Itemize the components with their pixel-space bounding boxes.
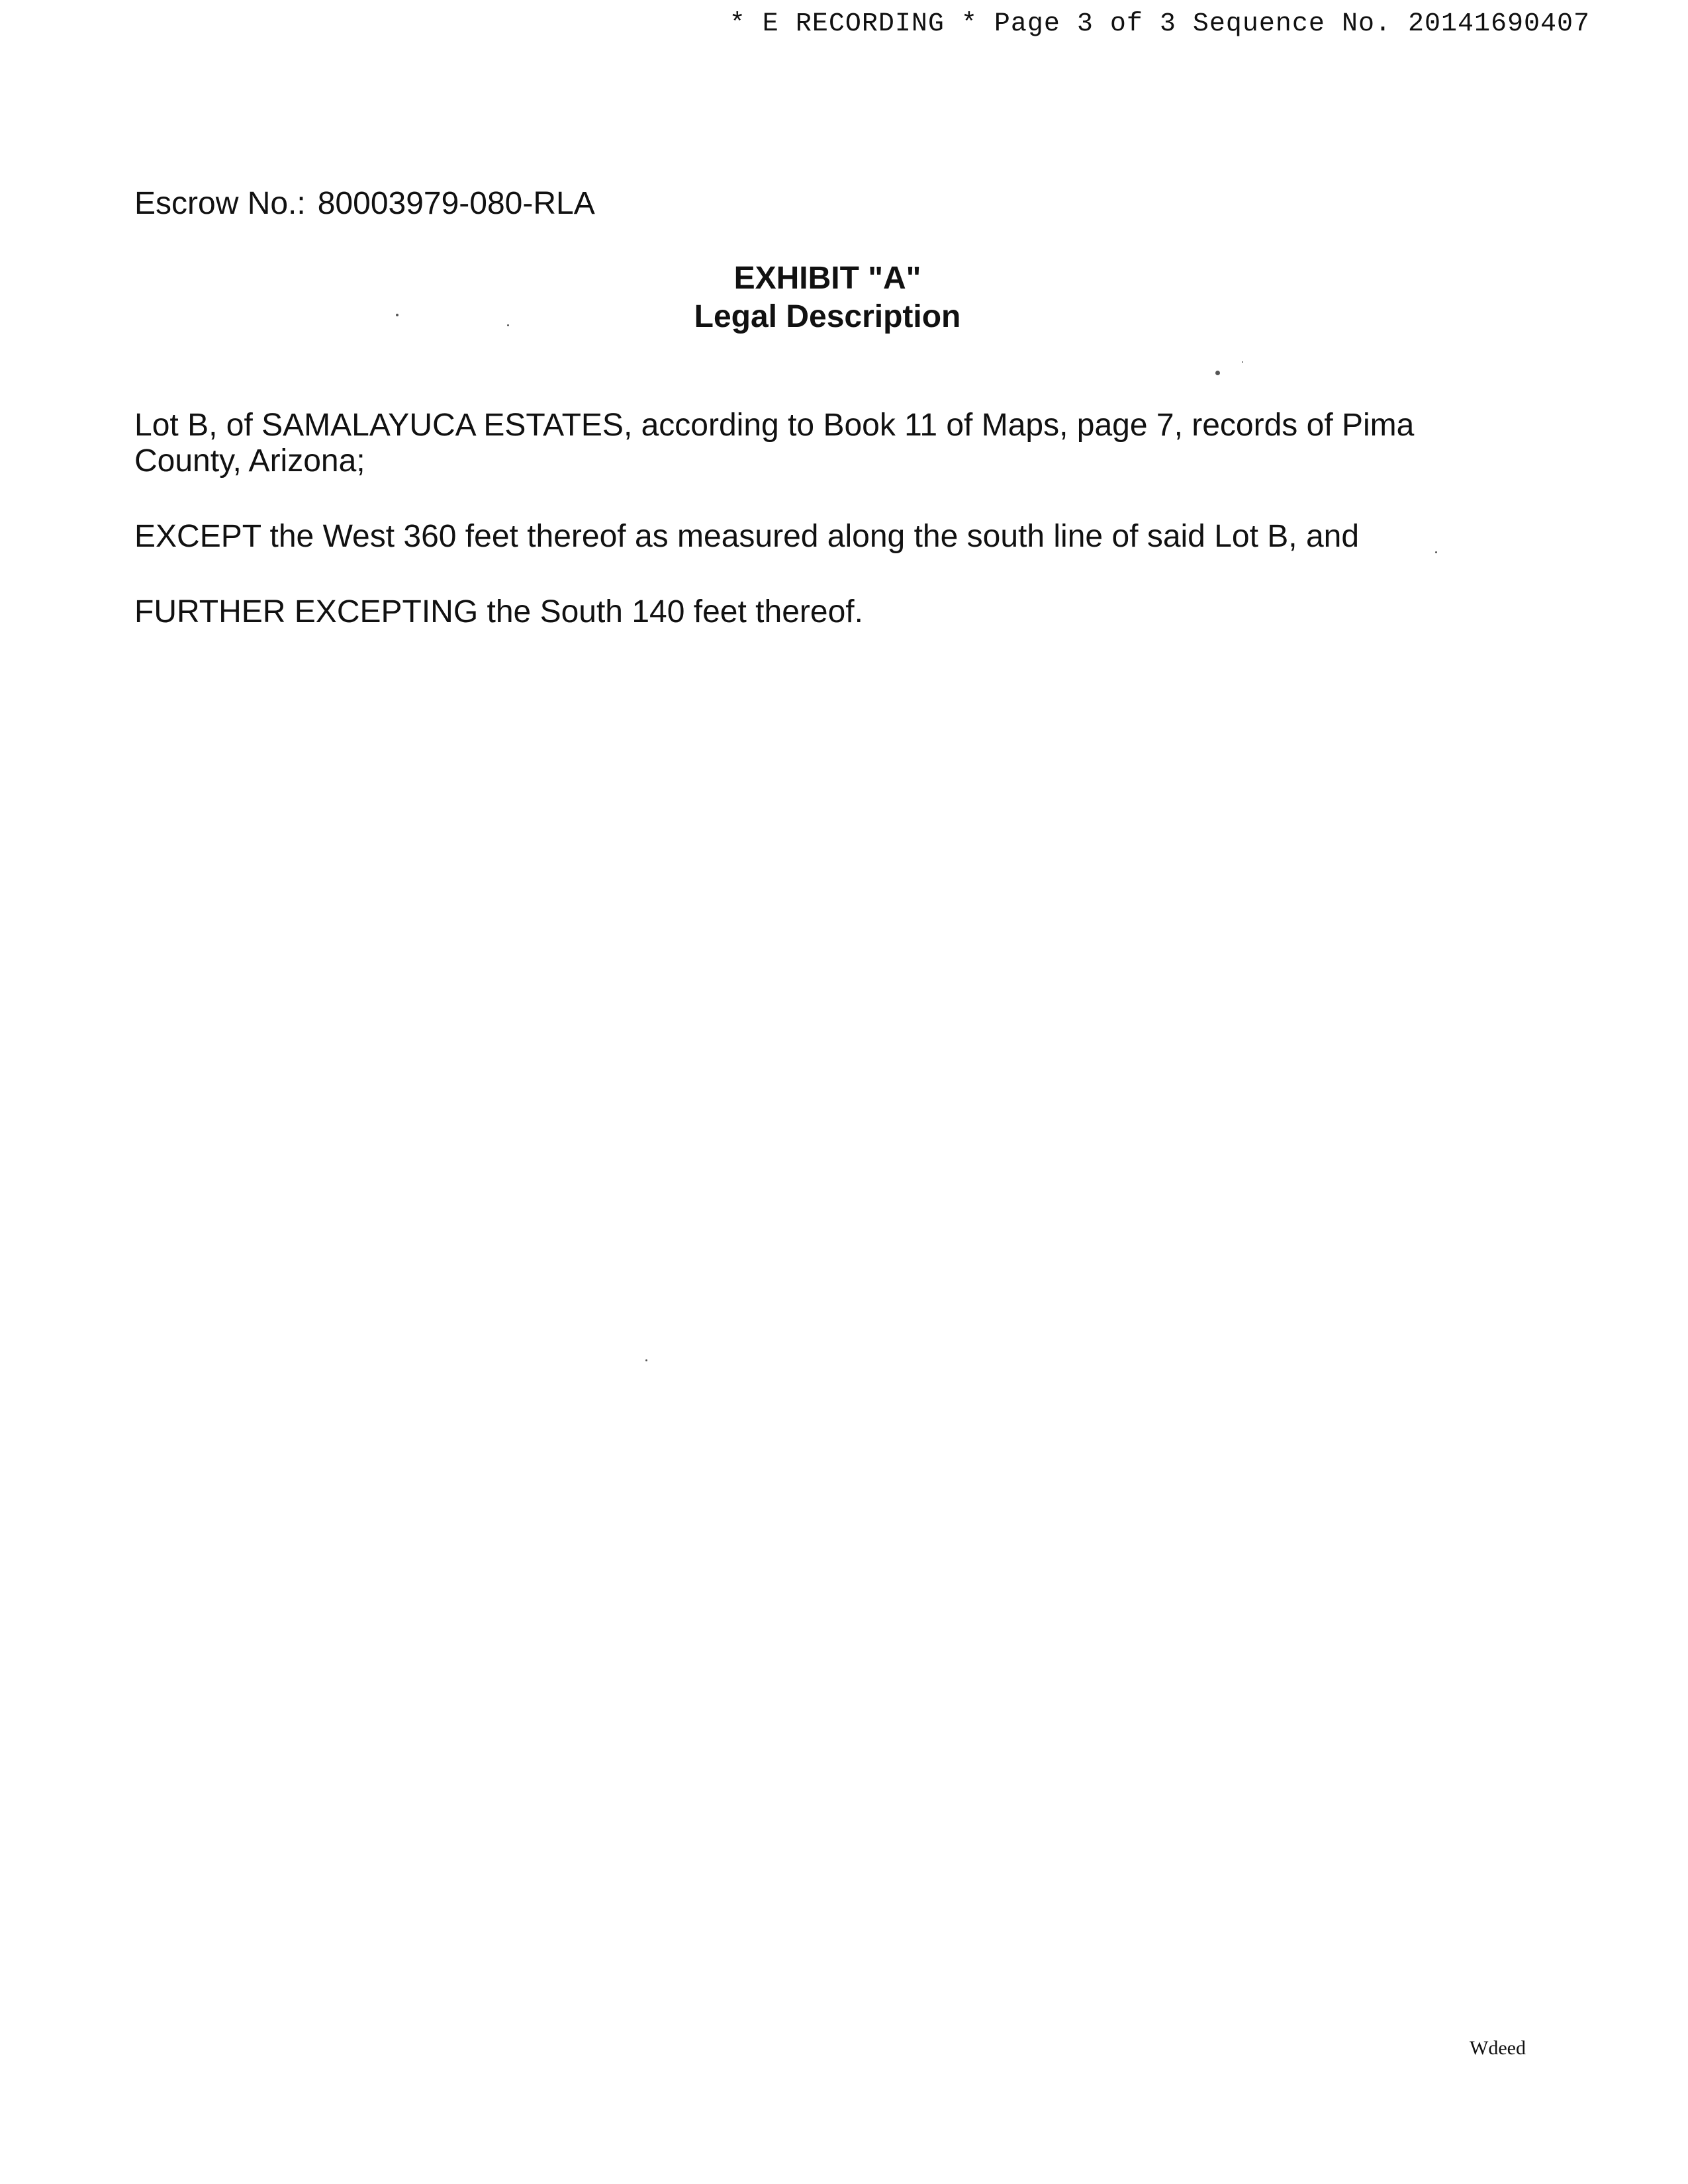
legal-paragraph-further-excepting: FURTHER EXCEPTING the South 140 feet thereof. <box>134 594 863 629</box>
form-code-footer: Wdeed <box>1470 2037 1526 2059</box>
exhibit-title: EXHIBIT "A" <box>733 261 921 296</box>
exhibit-heading <box>0 259 1655 336</box>
legal-description-body <box>134 408 1518 670</box>
scan-speck <box>396 314 399 316</box>
scan-speck <box>1242 361 1243 363</box>
scan-speck <box>1435 551 1437 553</box>
escrow-label: Escrow No.: <box>134 186 306 221</box>
escrow-number: 80003979-080-RLA <box>317 186 595 221</box>
legal-paragraph-lot: Lot B, of SAMALAYUCA ESTATES, according to Book 11 of Maps, page 7, records of Pima County, Arizona; <box>134 408 1415 478</box>
exhibit-subtitle: Legal Description <box>694 299 961 334</box>
legal-paragraph-except: EXCEPT the West 360 feet thereof as measured along the south line of said Lot B, and <box>134 519 1360 554</box>
recording-header: * E RECORDING * Page 3 of 3 Sequence No. 20141690407 <box>729 9 1590 39</box>
scan-speck <box>507 324 509 326</box>
scan-speck <box>645 1359 647 1361</box>
escrow-number-line <box>134 185 595 222</box>
scan-speck <box>1215 371 1220 375</box>
